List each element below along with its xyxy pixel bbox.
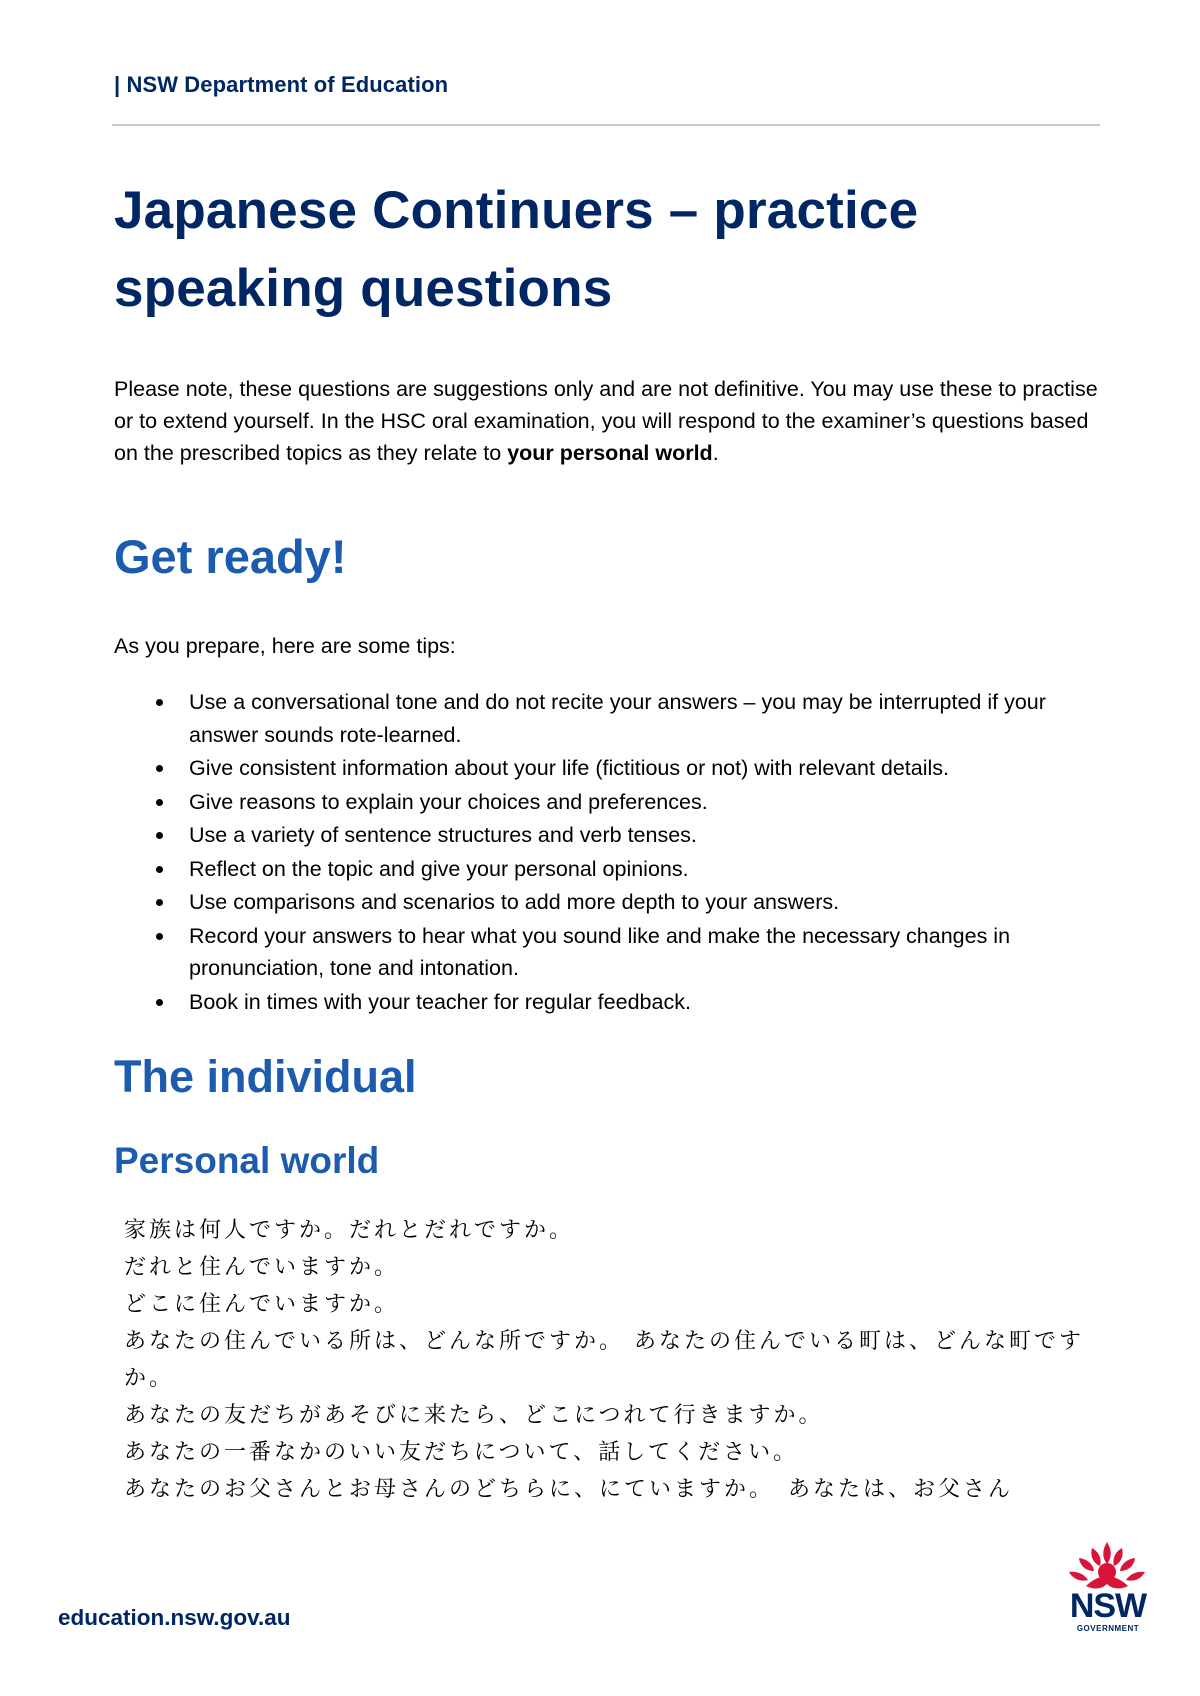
intro-end: . — [712, 441, 719, 465]
intro-bold-text: your personal world — [507, 441, 713, 465]
tip-item — [114, 819, 1104, 852]
question-list — [124, 1212, 1109, 1508]
section-heading: The individual — [114, 1051, 417, 1102]
header-divider — [112, 124, 1100, 126]
question-item: 家族は何人ですか。だれとだれですか。 — [124, 1218, 575, 1243]
bullet-icon — [156, 933, 163, 940]
tips-intro: As you prepare, here are some tips: — [114, 634, 456, 658]
tips-list — [114, 686, 1104, 1019]
nsw-logo-government: GOVERNMENT — [1076, 1624, 1140, 1633]
tip-text: Use a variety of sentence structures and verb tenses. — [189, 823, 697, 847]
tip-text: Reflect on the topic and give your personal opinions. — [189, 856, 689, 881]
question-item: だれと住んでいますか。 — [124, 1255, 400, 1280]
tip-text: Give reasons to explain your choices and preferences. — [189, 789, 708, 814]
question-item: あなたの一番なかのいい友だちについて、話してください。 — [124, 1440, 799, 1465]
document-title: Japanese Continuers – practice speaking questions — [114, 181, 919, 318]
bullet-icon — [156, 866, 163, 873]
bullet-icon — [156, 699, 163, 706]
tip-item — [114, 786, 1104, 819]
bullet-icon — [156, 832, 163, 839]
bullet-icon — [156, 765, 163, 772]
question-item: あなたの友だちがあそびに来たら、どこにつれて行きますか。 — [124, 1403, 824, 1428]
department-header: | NSW Department of Education — [114, 72, 449, 97]
bullet-icon — [156, 899, 163, 906]
bullet-icon — [156, 799, 163, 806]
tip-item — [114, 886, 1104, 919]
tip-item — [114, 853, 1104, 886]
question-item: どこに住んでいますか。 — [124, 1292, 400, 1317]
tip-text: Use a conversational tone and do not recite your answers – you may be interrupted if your answer sounds rote-learned. — [189, 690, 1046, 747]
nsw-logo-wordmark: NSW — [1069, 1587, 1147, 1625]
tip-text: Use comparisons and scenarios to add more depth to your answers. — [189, 890, 840, 914]
tip-text: Book in times with your teacher for regular feedback. — [189, 989, 691, 1014]
tip-text: Record your answers to hear what you sound like and make the necessary changes in pronunciation, tone and intonation. — [189, 923, 1011, 980]
intro-paragraph — [114, 373, 1104, 469]
section-subheading: Personal world — [114, 1140, 380, 1181]
tip-item — [114, 686, 1104, 751]
bullet-icon — [156, 999, 163, 1006]
question-item: あなたのお父さんとお母さんのどちらに、にていますか。 あなたは、お父さん — [124, 1477, 1014, 1502]
intro-text: Please note, these questions are suggestions only and are not definitive. You may use these to practise or to extend yourself. In the HSC oral examination, you will respond to the examiner’s questions based on the prescribed topics as they relate to — [114, 377, 1098, 465]
question-item: あなたの住んでいる所は、どんな所ですか。 あなたの住んでいる町は、どんな町ですか。 — [124, 1329, 1084, 1391]
tip-item — [114, 986, 1104, 1019]
tip-item — [114, 920, 1104, 985]
footer-url: education.nsw.gov.au — [58, 1605, 291, 1630]
tip-item — [114, 752, 1104, 785]
tip-text: Give consistent information about your life (fictitious or not) with relevant details. — [189, 756, 950, 780]
get-ready-heading: Get ready! — [114, 530, 347, 583]
